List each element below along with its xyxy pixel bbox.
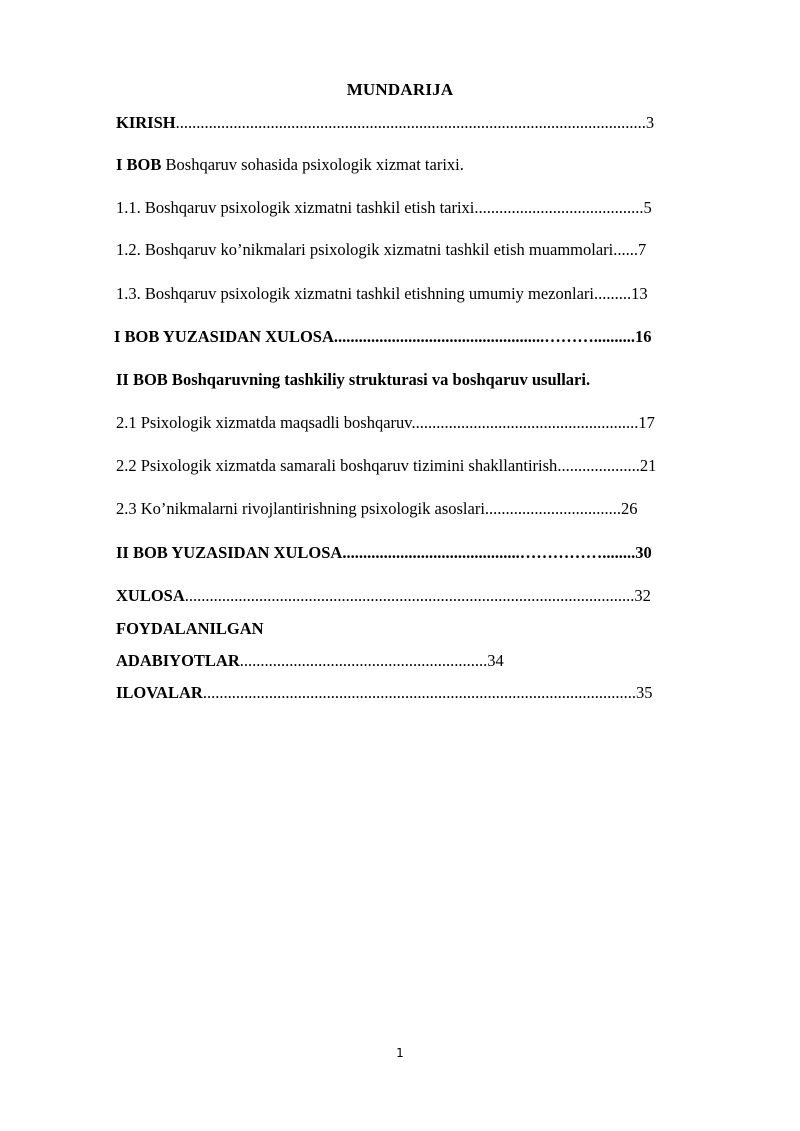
toc-entry-leaders: .............................................................................................................: [184, 586, 635, 605]
toc-entry-page: 32: [634, 586, 651, 605]
toc-entry-page: 5: [643, 198, 652, 217]
toc-entry-page: 21: [639, 456, 657, 475]
toc-entry-text: FOYDALANILGAN: [116, 619, 264, 638]
toc-entry-leaders: .........................................................................................................: [202, 683, 636, 702]
toc-entry-page: 7: [637, 240, 647, 259]
toc-entry-lead: I BOB: [116, 155, 162, 174]
toc-entry-references-line-1: [116, 619, 264, 639]
toc-entry-leaders: ....................: [557, 456, 640, 475]
toc-entry-leaders: .................................: [484, 499, 622, 518]
toc-entry-page: 35: [635, 683, 653, 702]
toc-entry-xulosa: [116, 586, 651, 606]
toc-entry-1-1: [116, 198, 652, 218]
toc-entry-page: 3: [645, 113, 655, 132]
toc-entry-chapter-1: [116, 155, 464, 175]
toc-entry-leaders: ...................................................………..........: [333, 327, 636, 346]
toc-entry-kirish: [116, 113, 654, 133]
toc-entry-page: 26: [621, 499, 638, 518]
toc-entry-page: 30: [635, 543, 652, 562]
toc-entry-leaders: ..................................................................................................................: [175, 113, 646, 132]
toc-entry-leaders: .........: [594, 284, 632, 303]
toc-entry-lead: XULOSA: [116, 586, 185, 605]
toc-entry-references-line-2: [116, 651, 504, 671]
page-number: 1: [396, 1046, 404, 1060]
toc-entry-lead: KIRISH: [116, 113, 176, 132]
toc-entry-chapter-1-conclusion: [114, 327, 652, 347]
toc-entry-2-1: [116, 413, 655, 433]
toc-entry-chapter-2: [116, 370, 590, 390]
toc-entry-1-2: [116, 240, 646, 260]
toc-entry-text: 1.1. Boshqaruv psixologik xizmatni tashkil etish tarixi: [116, 198, 475, 217]
toc-entry-page: 34: [487, 651, 504, 670]
toc-entry-leaders: ......: [613, 240, 638, 259]
toc-entry-lead: ADABIYOTLAR: [116, 651, 240, 670]
toc-entry-text: II BOB YUZASIDAN XULOSA: [116, 543, 343, 562]
toc-entry-page: 16: [635, 327, 652, 346]
toc-entry-2-2: [116, 456, 656, 476]
toc-entry-page: 13: [631, 284, 648, 303]
toc-entry-ilovalar: [116, 683, 652, 703]
document-title: MUNDARIJA: [346, 80, 454, 99]
toc-entry-1-3: [116, 284, 648, 304]
toc-entry-leaders: ............................................................: [239, 651, 488, 670]
toc-entry-page: 17: [638, 413, 655, 432]
toc-entry-text: 2.2 Psixologik xizmatda samarali boshqaruv tizimini shakllantirish: [116, 456, 558, 475]
toc-entry-leaders: .........................................: [474, 198, 644, 217]
toc-entry-chapter-2-conclusion: [116, 543, 652, 563]
toc-entry-leaders: ...........................................……………........: [342, 543, 636, 562]
toc-entry-text: I BOB YUZASIDAN XULOSA: [114, 327, 334, 346]
toc-entry-2-3: [116, 499, 638, 519]
toc-entry-text: 1.3. Boshqaruv psixologik xizmatni tashkil etishning umumiy mezonlari: [116, 284, 594, 303]
toc-entry-lead: ILOVALAR: [116, 683, 203, 702]
toc-entry-text: 2.1 Psixologik xizmatda maqsadli boshqaruv: [116, 413, 412, 432]
toc-entry-text: II BOB Boshqaruvning tashkiliy strukturasi va boshqaruv usullari.: [116, 370, 591, 389]
toc-entry-leaders: .......................................................: [411, 413, 639, 432]
toc-entry-text: 2.3 Ko’nikmalarni rivojlantirishning psixologik asoslari: [116, 499, 485, 518]
toc-entry-text: 1.2. Boshqaruv ko’nikmalari psixologik xizmatni tashkil etish muammolari: [116, 240, 614, 259]
toc-entry-text: Boshqaruv sohasida psixologik xizmat tarixi.: [161, 155, 464, 174]
